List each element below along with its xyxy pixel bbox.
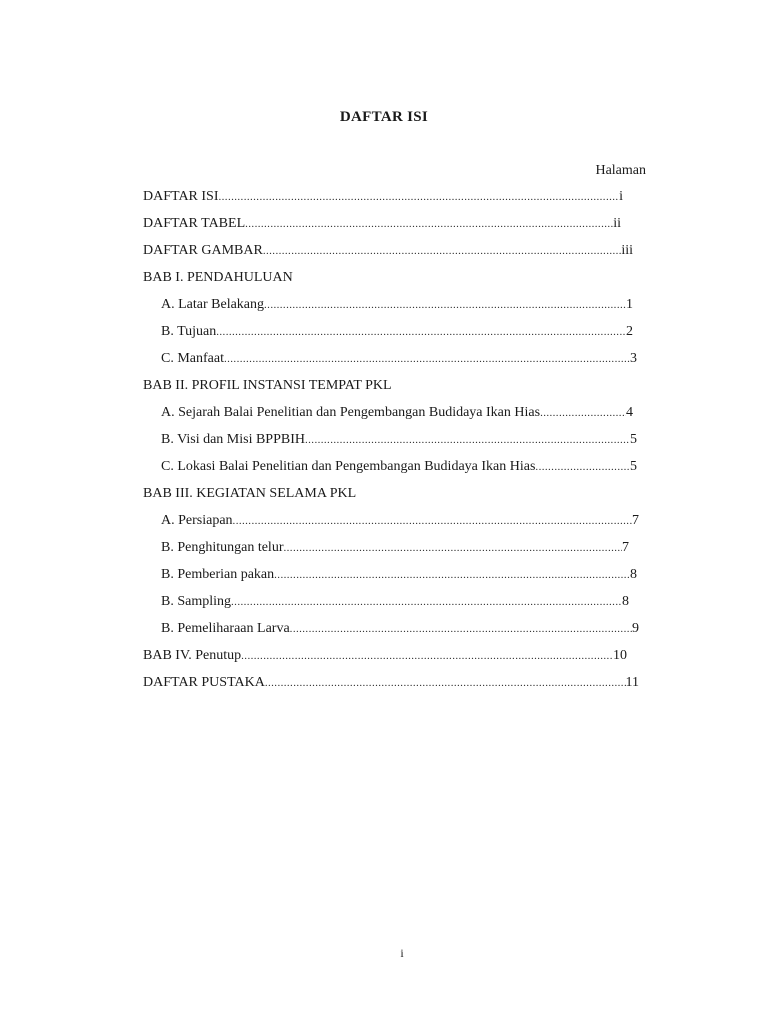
toc-entry-label: A. Latar Belakang — [161, 297, 265, 312]
page-title: DAFTAR ISI — [339, 109, 429, 125]
dot-leader — [219, 191, 620, 203]
toc-entry — [143, 297, 643, 324]
toc-entry — [143, 675, 643, 702]
toc-entry-page: 5 — [630, 459, 637, 474]
toc-entry-page: 3 — [630, 351, 637, 366]
toc-entry-label: B. Pemberian pakan — [161, 567, 275, 582]
dot-leader — [264, 299, 626, 311]
toc-entry-label: DAFTAR ISI — [143, 189, 219, 204]
toc-entry-page: 11 — [625, 675, 639, 690]
toc-entry-page: iii — [621, 243, 633, 258]
dot-leader — [245, 218, 613, 230]
toc-entry — [143, 486, 643, 513]
toc-entry-label: B. Tujuan — [161, 324, 217, 339]
toc-entry — [143, 324, 643, 351]
toc-entry — [143, 189, 643, 216]
toc-entry-label: C. Lokasi Balai Penelitian dan Pengembangan Budidaya Ikan Hias — [161, 459, 536, 474]
toc-entry — [143, 513, 643, 540]
toc-entry — [143, 459, 643, 486]
toc-entry-page: 9 — [632, 621, 639, 636]
toc-entry-label: DAFTAR TABEL — [143, 216, 246, 231]
dot-leader — [535, 461, 630, 473]
toc-entry — [143, 540, 643, 567]
dot-leader — [263, 245, 621, 257]
toc-entry — [143, 351, 643, 378]
toc-entry-page: 7 — [632, 513, 639, 528]
toc-entry-page: 10 — [613, 648, 627, 663]
dot-leader — [233, 515, 632, 527]
toc-entry-label: A. Sejarah Balai Penelitian dan Pengembangan Budidaya Ikan Hias — [161, 405, 541, 420]
toc-entry-label: DAFTAR PUSTAKA — [143, 675, 265, 690]
toc-entry — [143, 432, 643, 459]
toc-entry-label: B. Pemeliharaan Larva — [161, 621, 290, 636]
toc-entry — [143, 648, 643, 675]
toc-entry-label: B. Visi dan Misi BPPBIH — [161, 432, 305, 447]
dot-leader — [241, 650, 613, 662]
toc-entry-page: i — [619, 189, 623, 204]
dot-leader — [231, 596, 622, 608]
toc-entry-label: C. Manfaat — [161, 351, 224, 366]
toc-entry-page: 5 — [630, 432, 637, 447]
toc-entry — [143, 405, 643, 432]
toc-entry-page: ii — [613, 216, 621, 231]
toc-entry — [143, 567, 643, 594]
toc-entry-label: BAB I. PENDAHULUAN — [143, 270, 293, 285]
toc-entry-page: 4 — [626, 405, 633, 420]
dot-leader — [265, 677, 626, 689]
dot-leader — [305, 434, 630, 446]
toc-entry — [143, 243, 643, 270]
toc-entry-label: BAB II. PROFIL INSTANSI TEMPAT PKL — [143, 378, 392, 393]
toc-entry — [143, 378, 643, 405]
toc-entry-label: B. Sampling — [161, 594, 232, 609]
dot-leader — [284, 542, 623, 554]
page-number-footer: i — [400, 946, 404, 960]
toc-entry — [143, 621, 643, 648]
table-of-contents — [143, 189, 643, 702]
toc-entry-label: BAB IV. Penutup — [143, 648, 242, 663]
toc-entry-page: 2 — [626, 324, 633, 339]
toc-entry-label: A. Persiapan — [161, 513, 233, 528]
toc-entry — [143, 270, 643, 297]
toc-entry — [143, 216, 643, 243]
dot-leader — [290, 623, 632, 635]
dot-leader — [540, 407, 626, 419]
toc-entry-label: B. Penghitungan telur — [161, 540, 284, 555]
halaman-label: Halaman — [595, 163, 646, 178]
toc-entry-page: 1 — [626, 297, 633, 312]
toc-entry-page: 8 — [622, 594, 629, 609]
toc-entry-page: 7 — [622, 540, 629, 555]
toc-entry-label: BAB III. KEGIATAN SELAMA PKL — [143, 486, 357, 501]
toc-entry-label: DAFTAR GAMBAR — [143, 243, 263, 258]
dot-leader — [274, 569, 630, 581]
dot-leader — [216, 326, 626, 338]
dot-leader — [224, 353, 630, 365]
toc-entry — [143, 594, 643, 621]
toc-entry-page: 8 — [630, 567, 637, 582]
